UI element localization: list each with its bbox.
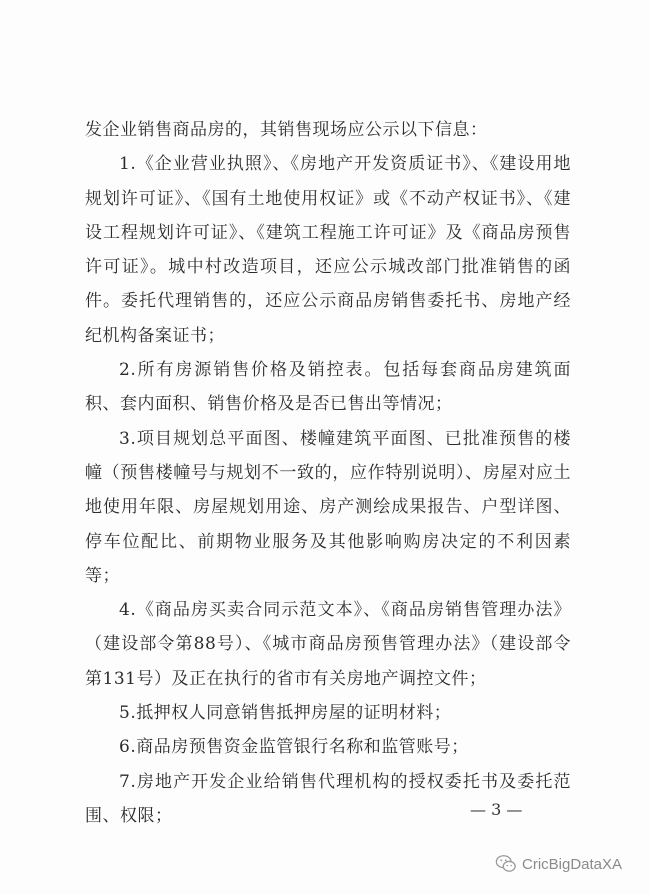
paragraph-item-3: 3.项目规划总平面图、楼幢建筑平面图、已批准预售的楼幢（预售楼幢号与规划不一致的，应作特别说明）、房屋对应土地使用年限、房屋规划用途、房产测绘成果报告、户型详图、停车位配比、前期物业服务及其他影响购房决定的不利因素等； — [85, 428, 571, 586]
paragraph-item-2: 2.所有房源销售价格及销控表。包括每套商品房建筑面积、套内面积、销售价格及是否已售出等情况； — [85, 360, 571, 415]
paragraph-item-6: 6.商品房预售资金监管银行名称和监管账号； — [119, 737, 469, 758]
paragraph-item-7: 7.房地产开发企业给销售代理机构的授权委托书及委托范围、权限； — [85, 771, 571, 826]
paragraph-item-5: 5.抵押权人同意销售抵押房屋的证明材料； — [119, 703, 452, 724]
document-body — [85, 113, 571, 833]
page-number: — 3 — — [470, 800, 523, 819]
paragraph-item-1: 1.《企业营业执照》、《房地产开发资质证书》、《建设用地规划许可证》、《国有土地使用权证》或《不动产权证书》、《建设工程规划许可证》、《建筑工程施工许可证》及《商品房预售许可证》。城中村改造项目，还应公示城改部门批准销售的函件。委托代理销售的，还应公示商品房销售委托书、房地产经纪机构备案证书； — [85, 154, 571, 346]
watermark — [495, 851, 622, 877]
wechat-icon — [495, 853, 517, 875]
watermark-text: CricBigDataXA — [522, 855, 623, 873]
paragraph-item-4: 4.《商品房买卖合同示范文本》、《商品房销售管理办法》（建设部令第88号）、《城市商品房预售管理办法》（建设部令第131号）及正在执行的省市有关房地产调控文件； — [85, 600, 571, 689]
paragraph-intro: 发企业销售商品房的，其销售现场应公示以下信息： — [85, 120, 488, 140]
